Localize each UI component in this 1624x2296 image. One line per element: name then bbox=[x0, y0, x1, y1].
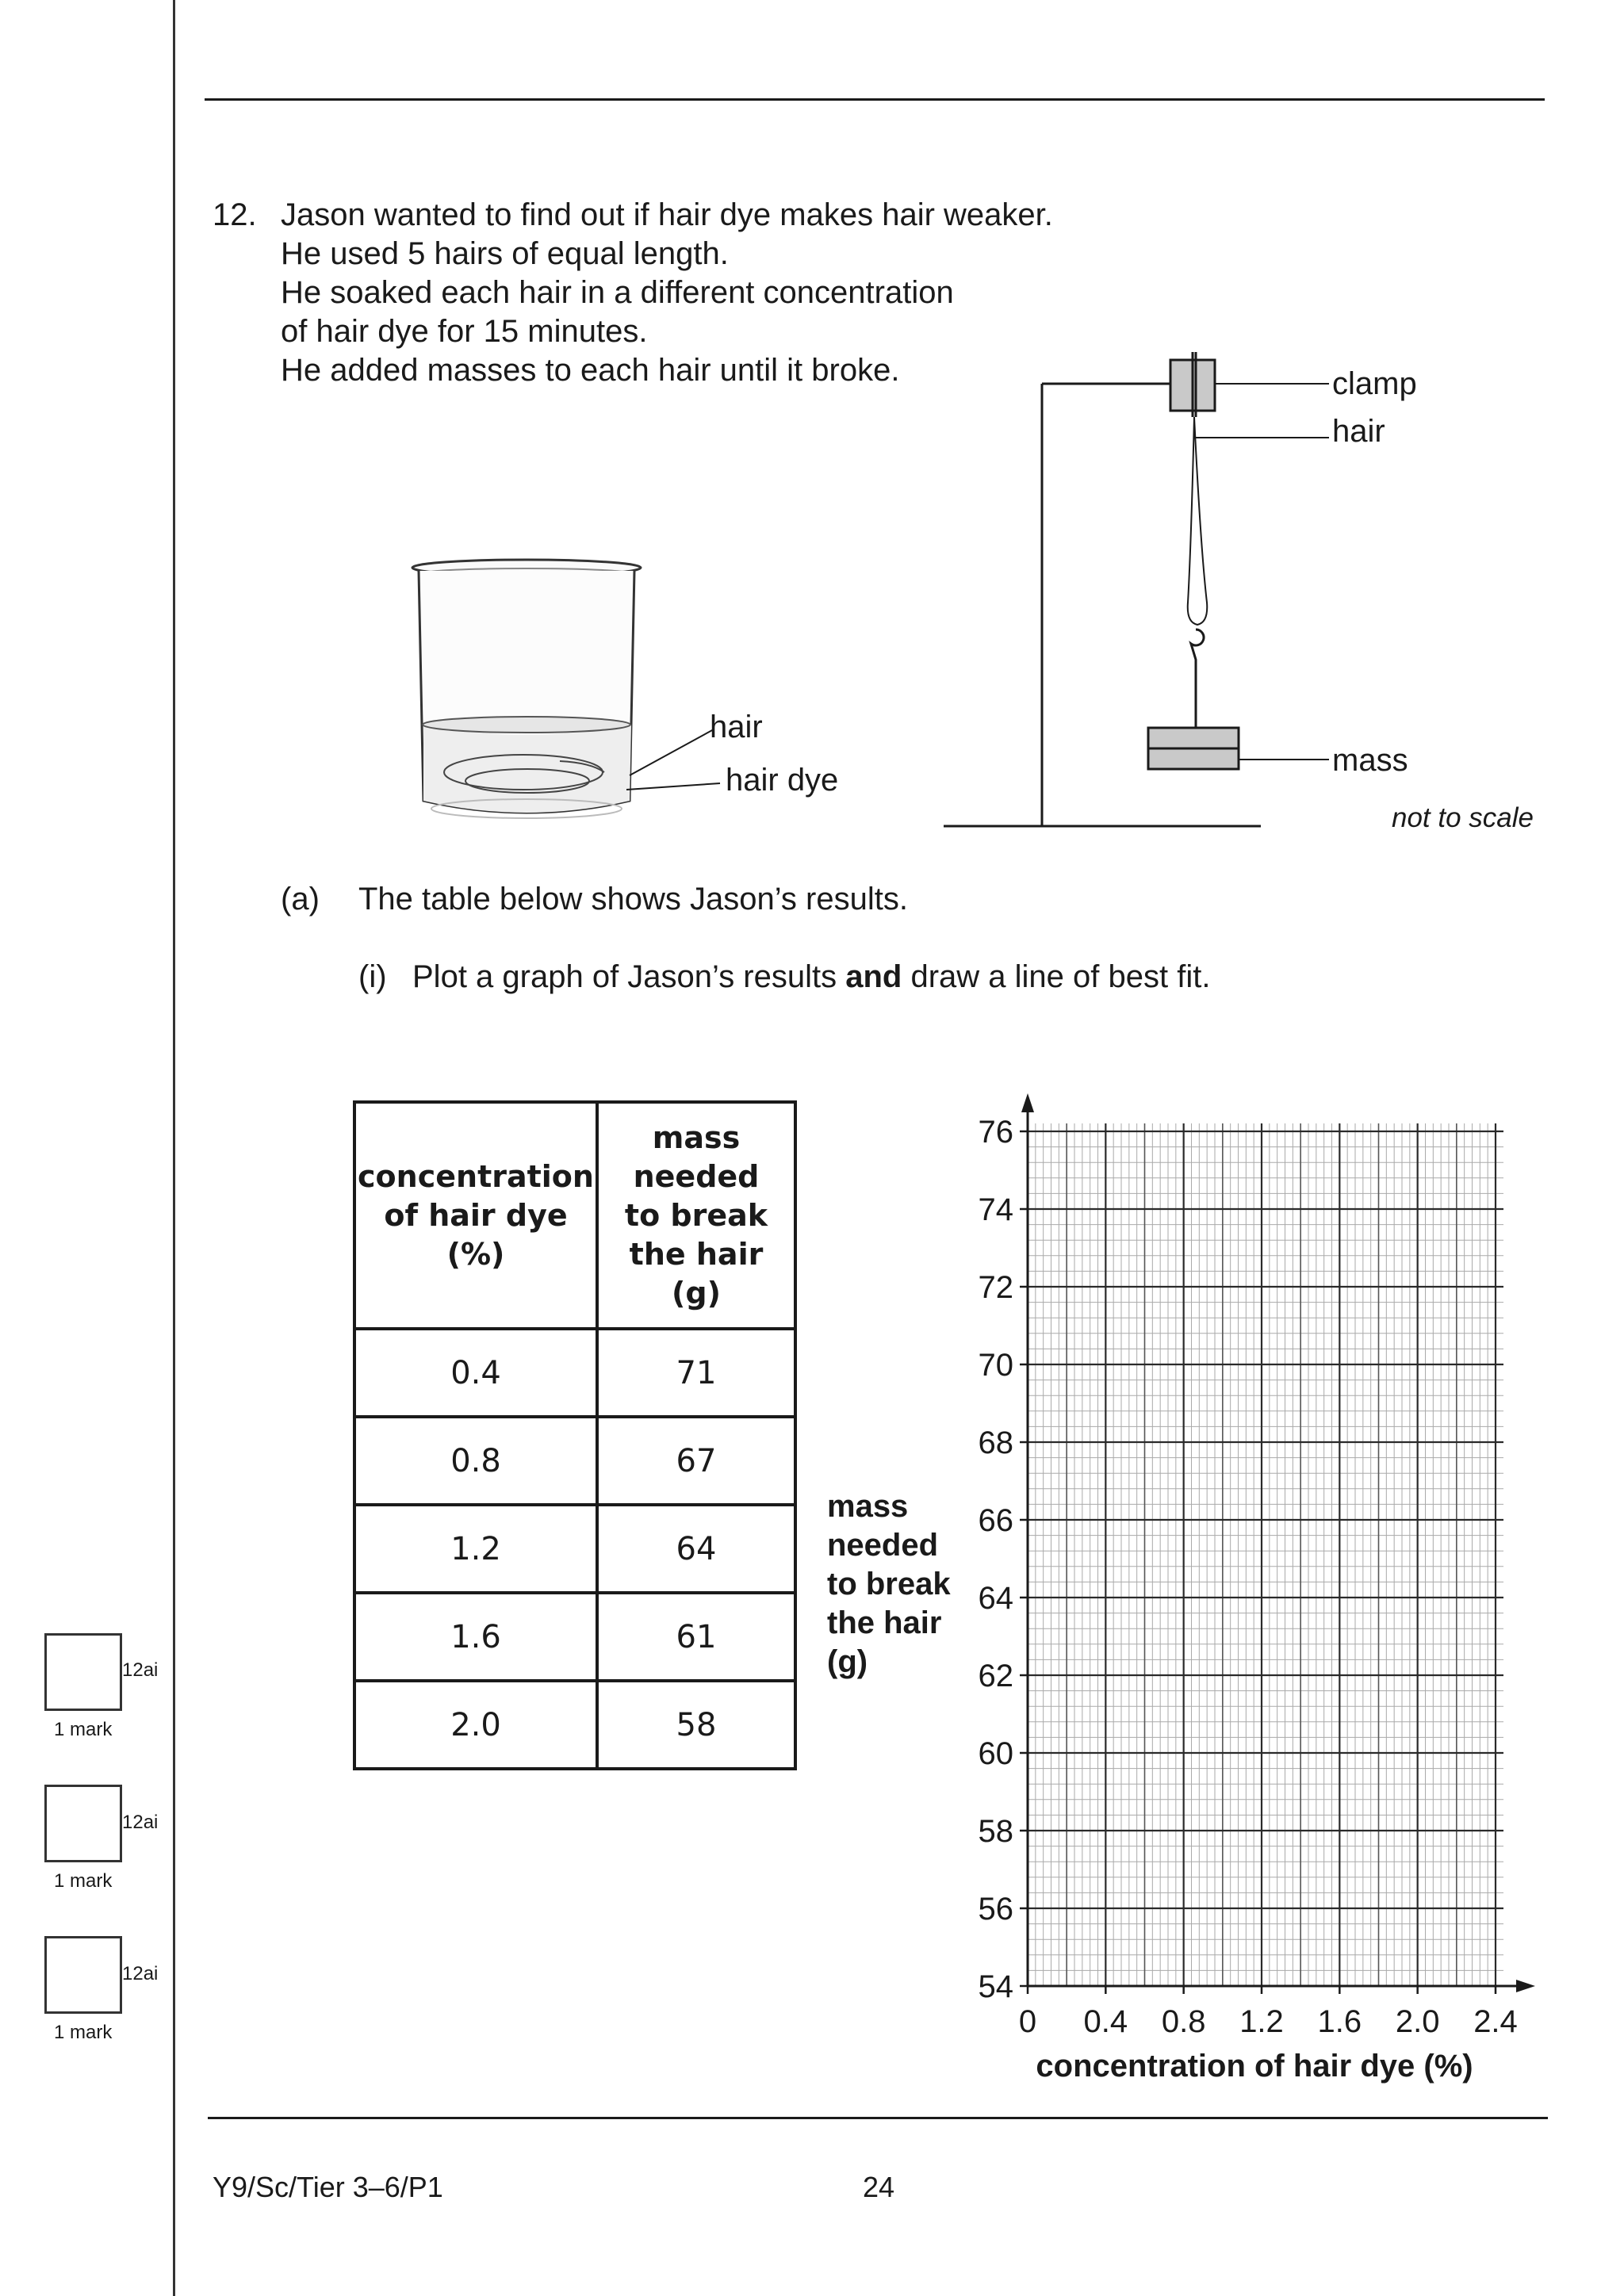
part-a-text: The table below shows Jason’s results. bbox=[358, 882, 908, 916]
header-col1-line: concentration bbox=[358, 1158, 594, 1194]
header-col2-line: (g) bbox=[672, 1275, 721, 1311]
x-tick-label: 2.4 bbox=[1473, 2004, 1518, 2039]
table-row bbox=[354, 1681, 795, 1769]
mark-value: 1 mark bbox=[54, 2022, 113, 2043]
y-tick-label: 66 bbox=[978, 1503, 1013, 1538]
grid-major bbox=[1028, 1123, 1503, 1986]
cell-concentration: 2.0 bbox=[354, 1681, 597, 1769]
stand-label-mass: mass bbox=[1332, 743, 1408, 778]
y-tick-label: 60 bbox=[978, 1736, 1013, 1771]
part-a-i-instruction bbox=[412, 958, 1210, 997]
y-tick-label: 54 bbox=[978, 1969, 1013, 2004]
cell-mass: 61 bbox=[597, 1593, 795, 1681]
ylabel-line: to break bbox=[827, 1567, 951, 1601]
y-tick-label: 68 bbox=[978, 1425, 1013, 1460]
cell-concentration: 1.2 bbox=[354, 1505, 597, 1593]
part-a-i-label: (i) bbox=[358, 959, 387, 994]
beaker-label-hair-dye: hair dye bbox=[726, 763, 839, 798]
graph-ylabel bbox=[827, 1487, 951, 1682]
beaker-leader-lines bbox=[619, 714, 722, 801]
x-tick-label: 0.4 bbox=[1083, 2004, 1128, 2039]
mark-code: 12ai bbox=[122, 1812, 159, 1833]
x-tick-label: 2.0 bbox=[1395, 2004, 1440, 2039]
beaker-label-hair: hair bbox=[710, 710, 763, 744]
header-col2-line: to break bbox=[624, 1197, 768, 1233]
y-tick-labels bbox=[979, 1115, 1014, 2004]
header-col2-line: the hair bbox=[629, 1236, 764, 1272]
grid-minor bbox=[1028, 1123, 1503, 1986]
mark-value: 1 mark bbox=[54, 1719, 113, 1740]
mark-box[interactable] bbox=[44, 1785, 122, 1862]
mark-value: 1 mark bbox=[54, 1870, 113, 1892]
table-row bbox=[354, 1505, 795, 1593]
cell-concentration: 0.8 bbox=[354, 1417, 597, 1505]
graph-paper[interactable] bbox=[944, 1078, 1546, 2101]
ylabel-line: mass bbox=[827, 1489, 909, 1524]
bottom-rule bbox=[208, 2117, 1548, 2119]
page-number: 24 bbox=[863, 2171, 895, 2203]
question-line-1: Jason wanted to find out if hair dye makes hair weaker. bbox=[281, 197, 1053, 232]
header-mass bbox=[597, 1102, 795, 1329]
cell-mass: 58 bbox=[597, 1681, 795, 1769]
y-tick-label: 70 bbox=[978, 1348, 1013, 1383]
paper-code: Y9/Sc/Tier 3–6/P1 bbox=[213, 2171, 443, 2203]
table-header-row bbox=[354, 1102, 795, 1329]
x-tick-labels bbox=[1019, 2004, 1518, 2039]
clamp-stand-illustration bbox=[936, 341, 1348, 832]
instruction-text-2: draw a line of best fit. bbox=[902, 959, 1211, 994]
question-line-5: He added masses to each hair until it broke. bbox=[281, 353, 900, 388]
ylabel-line: the hair bbox=[827, 1605, 942, 1640]
cell-concentration: 0.4 bbox=[354, 1329, 597, 1417]
y-tick-label: 56 bbox=[978, 1892, 1013, 1927]
x-axis-arrow-icon bbox=[1516, 1980, 1535, 1992]
instruction-text-1: Plot a graph of Jason’s results bbox=[412, 959, 846, 994]
table-row bbox=[354, 1417, 795, 1505]
y-tick-label: 72 bbox=[978, 1270, 1013, 1305]
table-row bbox=[354, 1593, 795, 1681]
header-col1-line: of hair dye bbox=[384, 1197, 568, 1233]
instruction-text-bold: and bbox=[845, 959, 902, 994]
part-a-label: (a) bbox=[281, 882, 320, 916]
y-tick-label: 76 bbox=[978, 1115, 1013, 1150]
cell-mass: 71 bbox=[597, 1329, 795, 1417]
header-col2-line: needed bbox=[633, 1158, 760, 1194]
margin-rule bbox=[173, 0, 175, 2296]
y-axis-arrow-icon bbox=[1021, 1093, 1034, 1112]
stand-label-clamp: clamp bbox=[1332, 366, 1417, 401]
x-tick-label: 0.8 bbox=[1161, 2004, 1206, 2039]
mark-box[interactable] bbox=[44, 1936, 122, 2014]
x-tick-label: 0 bbox=[1018, 2004, 1037, 2039]
header-col1-line: (%) bbox=[446, 1236, 505, 1272]
header-col2-line: mass bbox=[652, 1119, 741, 1155]
y-tick-label: 64 bbox=[978, 1581, 1013, 1616]
y-tick-label: 62 bbox=[978, 1659, 1013, 1693]
table-row bbox=[354, 1329, 795, 1417]
y-tick-label: 74 bbox=[978, 1192, 1013, 1227]
question-line-3: He soaked each hair in a different concentration bbox=[281, 275, 954, 310]
stand-label-hair: hair bbox=[1332, 414, 1385, 449]
question-line-2: He used 5 hairs of equal length. bbox=[281, 236, 729, 271]
x-tick-label: 1.6 bbox=[1317, 2004, 1362, 2039]
cell-mass: 64 bbox=[597, 1505, 795, 1593]
top-rule bbox=[205, 98, 1545, 101]
mark-code: 12ai bbox=[122, 1963, 159, 1984]
cell-mass: 67 bbox=[597, 1417, 795, 1505]
results-table bbox=[353, 1100, 797, 1770]
x-axis-label: concentration of hair dye (%) bbox=[1036, 2049, 1473, 2084]
mark-box[interactable] bbox=[44, 1633, 122, 1711]
header-concentration bbox=[354, 1102, 597, 1329]
question-line-4: of hair dye for 15 minutes. bbox=[281, 314, 648, 349]
x-tick-label: 1.2 bbox=[1239, 2004, 1284, 2039]
ylabel-line: (g) bbox=[827, 1644, 868, 1679]
mark-code: 12ai bbox=[122, 1659, 159, 1681]
cell-concentration: 1.6 bbox=[354, 1593, 597, 1681]
not-to-scale-note: not to scale bbox=[1392, 802, 1534, 833]
ylabel-line: needed bbox=[827, 1528, 939, 1563]
question-number: 12. bbox=[213, 197, 257, 232]
y-tick-label: 58 bbox=[978, 1814, 1013, 1849]
